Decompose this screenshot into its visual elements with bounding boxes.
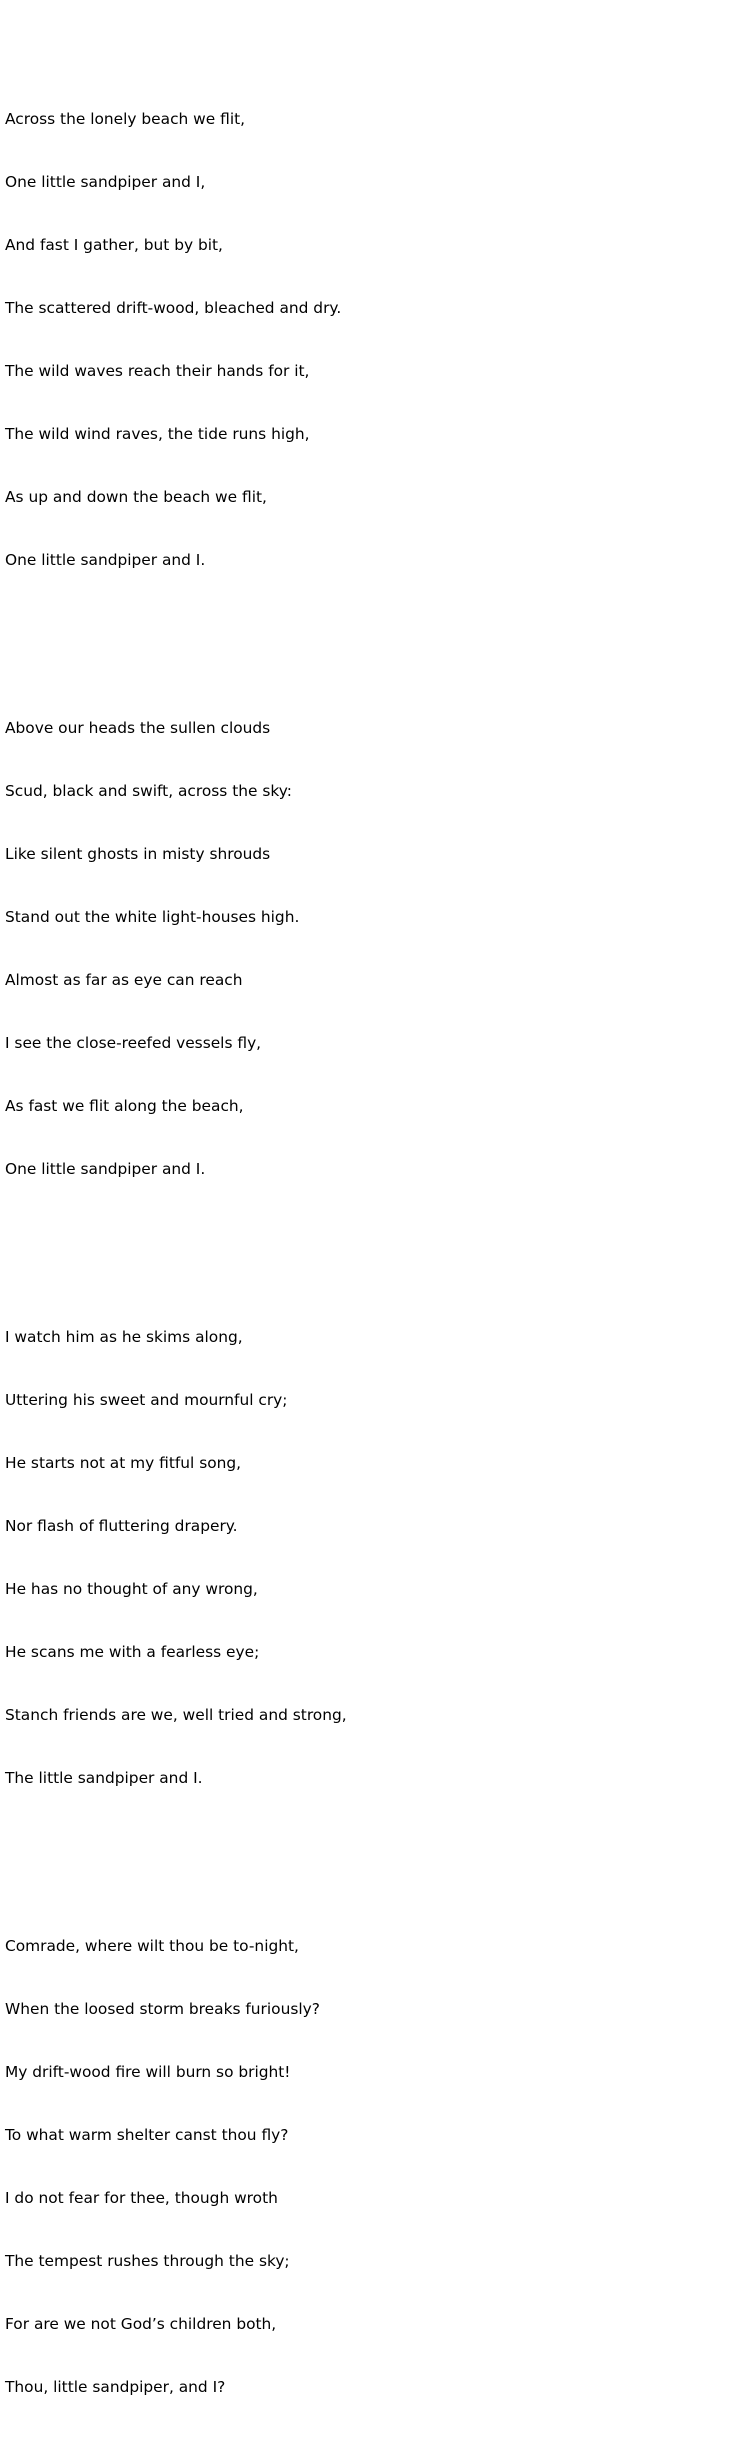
poem-line: One little sandpiper and I, [5,173,206,191]
poem-line: The wild waves reach their hands for it, [5,362,310,380]
poem-line: Above our heads the sullen clouds [5,719,271,737]
poem-line: For are we not God’s children both, [5,2315,277,2333]
poem-line: Across the lonely beach we flit, [5,110,246,128]
poem-line: Almost as far as eye can reach [5,971,243,989]
poem-line: The wild wind raves, the tide runs high, [5,425,310,443]
poem-line: As fast we flit along the beach, [5,1097,244,1115]
poem-line: Stand out the white light-houses high. [5,908,300,926]
poem-line: The tempest rushes through the sky; [5,2252,290,2270]
poem-line: Thou, little sandpiper, and I? [5,2378,226,2396]
poem-line: I watch him as he skims along, [5,1328,243,1346]
poem-line: And fast I gather, but by bit, [5,236,223,254]
poem-line: My drift-wood fire will burn so bright! [5,2063,291,2081]
poem-line: Like silent ghosts in misty shrouds [5,845,271,863]
stanza-4 [5,1894,347,2440]
poem-line: He has no thought of any wrong, [5,1580,258,1598]
poem-line: When the loosed storm breaks furiously? [5,2000,320,2018]
poem-line: One little sandpiper and I. [5,551,206,569]
poem-line: Stanch friends are we, well tried and strong, [5,1706,347,1724]
poem-line: He starts not at my fitful song, [5,1454,242,1472]
poem-line: The little sandpiper and I. [5,1769,203,1787]
poem-line: I do not fear for thee, though wroth [5,2189,278,2207]
stanza-3 [5,1285,347,1831]
stanza-2 [5,676,347,1222]
poem-line: One little sandpiper and I. [5,1160,206,1178]
poem-line: Comrade, where wilt thou be to-night, [5,1937,299,1955]
poem-line: Scud, black and swift, across the sky: [5,782,292,800]
poem-line: To what warm shelter canst thou fly? [5,2126,289,2144]
poem-line: I see the close-reefed vessels fly, [5,1034,262,1052]
poem-text [5,25,347,2461]
poem-line: He scans me with a fearless eye; [5,1643,260,1661]
stanza-1 [5,67,347,613]
poem-line: Uttering his sweet and mournful cry; [5,1391,288,1409]
poem-line: As up and down the beach we flit, [5,488,267,506]
poem-line: The scattered drift-wood, bleached and dry. [5,299,342,317]
poem-line: Nor flash of fluttering drapery. [5,1517,238,1535]
